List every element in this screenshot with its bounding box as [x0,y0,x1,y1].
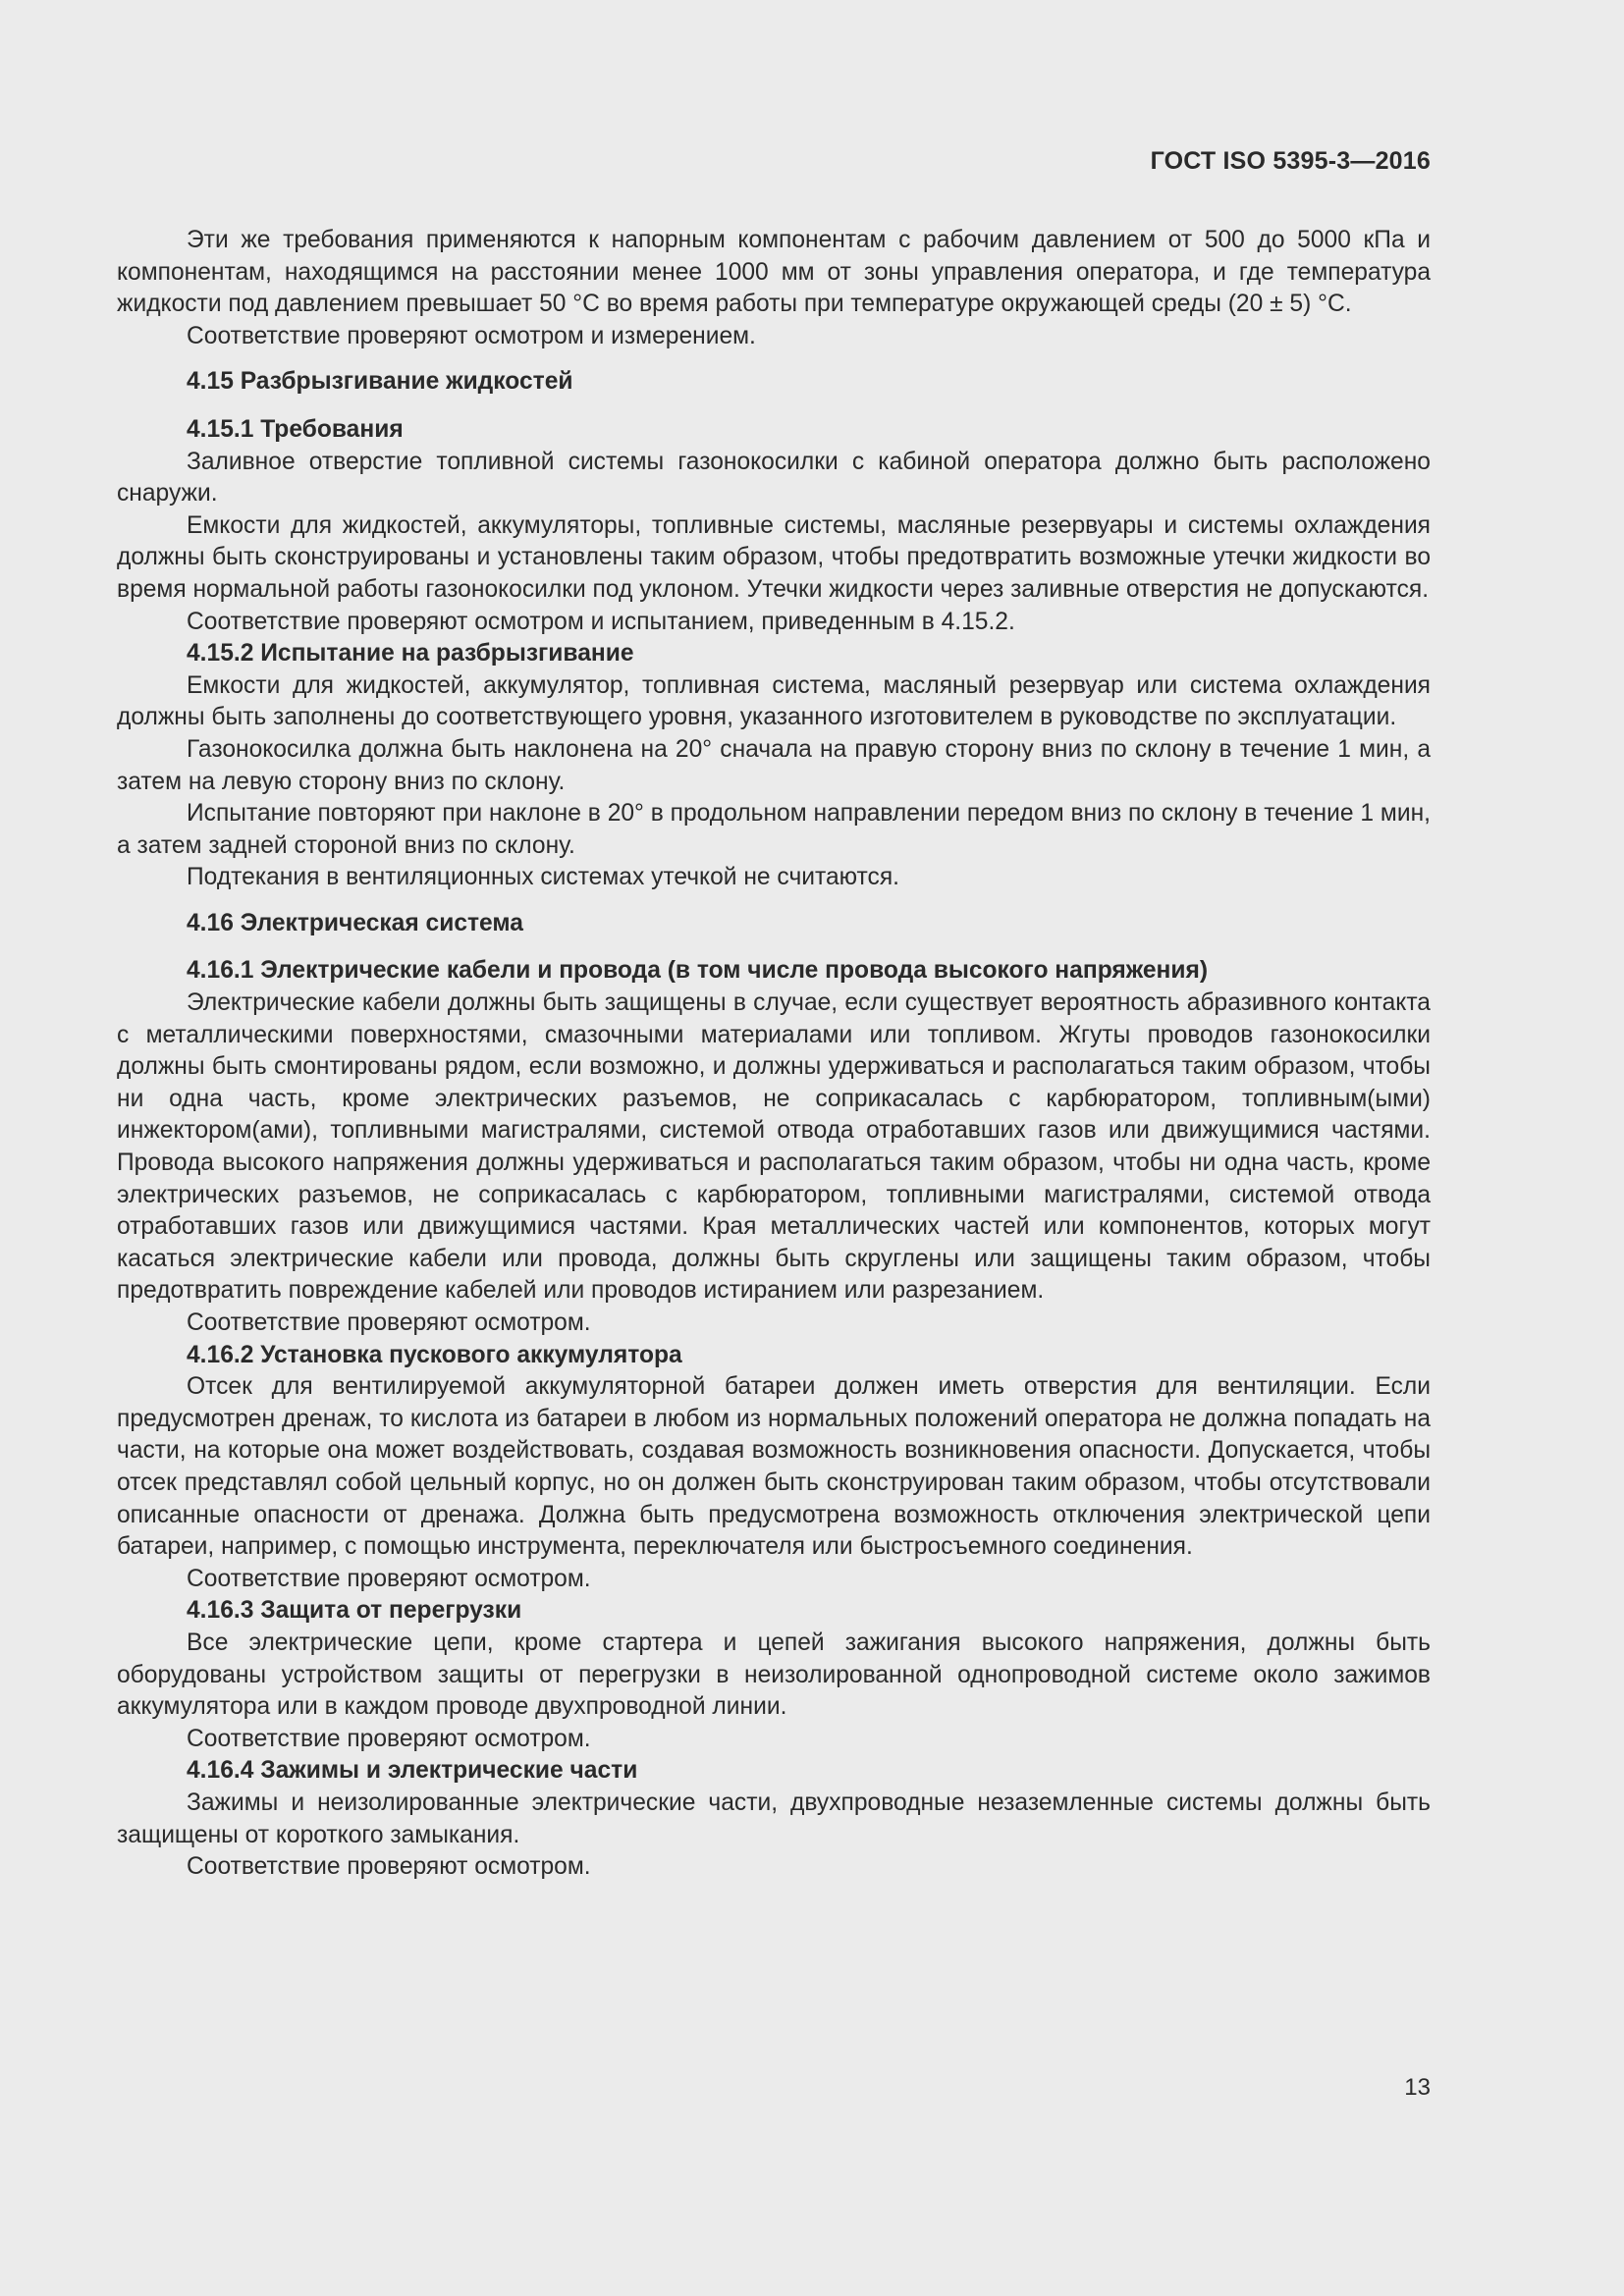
paragraph: Соответствие проверяют осмотром и измерением. [187,322,756,349]
paragraph: Отсек для вентилируемой аккумуляторной батареи должен иметь отверстия для вентиляции. Если предусмотрен дренаж, то кислота из батареи в любом из нормальных положений оператора не должна попадать на части, на которые она может воздействовать, создавая возможность возникновения опасности. Допускается, чтобы отсек представлял собой цельный корпус, но он должен быть сконструирован таким образом, чтобы отсутствовали описанные опасности от дренажа. Должна быть предусмотрена возможность отключения электрической цепи батареи, например, с помощью инструмента, переключателя или быстросъемного соединения. [117,1373,1431,1561]
subsection-heading: 4.16.1 Электрические кабели и провода (в том числе провода высокого напряжения) [187,957,1209,985]
paragraph: Подтекания в вентиляционных системах утечкой не считаются. [187,864,899,891]
subsection-heading: 4.16.2 Установка пускового аккумулятора [187,1341,682,1368]
paragraph: Все электрические цепи, кроме стартера и цепей зажигания высокого напряжения, должны быть оборудованы устройством защиты от перегрузки в неизолированной однопроводной системе около зажимов аккумулятора или в каждом проводе двухпроводной линии. [117,1629,1431,1721]
document-header: ГОСТ ISO 5395-3—2016 [1150,147,1431,175]
paragraph: Заливное отверстие топливной системы газонокосилки с кабиной оператора должно быть расположено снаружи. [117,448,1431,507]
paragraph: Газонокосилка должна быть наклонена на 20° сначала на правую сторону вниз по склону в течение 1 мин, а затем на левую сторону вниз по склону. [117,735,1431,795]
subsection-heading: 4.15.2 Испытание на разбрызгивание [187,640,634,667]
subsection-heading: 4.16.4 Зажимы и электрические части [187,1757,638,1785]
page-number: 13 [1404,2074,1431,2101]
subsection-heading: 4.15.1 Требования [187,415,404,443]
paragraph: Электрические кабели должны быть защищены в случае, если существует вероятность абразивного контакта с металлическими поверхностями, смазочными материалами или топливом. Жгуты проводов газонокосилки должны быть смонтированы рядом, если возможно, и должны удерживаться и располагаться таким образом, чтобы ни одна часть, кроме электрических разъемов, не соприкасалась с карбюратором, топливным(ыми) инжектором(ами), топливными магистралями, системой отвода отработавших газов или движущимися частями. Провода высокого напряжения должны удерживаться и располагаться таким образом, чтобы ни одна часть, кроме электрических разъемов, не соприкасалась с карбюратором, топливными магистралями, системой отвода отработавших газов или движущимися частями. Края металлических частей или компонентов, которых могут касаться электрические кабели или провода, должны быть скруглены или защищены таким образом, чтобы предотвратить повреждение кабелей или проводов истиранием или разрезанием. [117,989,1431,1305]
paragraph: Емкости для жидкостей, аккумулятор, топливная система, масляный резервуар или система охлаждения должны быть заполнены до соответствующего уровня, указанного изготовителем в руководстве по эксплуатации. [117,671,1431,731]
paragraph: Соответствие проверяют осмотром. [187,1853,591,1881]
paragraph: Соответствие проверяют осмотром и испытанием, приведенным в 4.15.2. [187,608,1015,635]
paragraph: Испытание повторяют при наклоне в 20° в продольном направлении передом вниз по склону в течение 1 мин, а затем задней стороной вниз по склону. [117,800,1431,859]
subsection-heading: 4.16.3 Защита от перегрузки [187,1597,522,1625]
paragraph: Эти же требования применяются к напорным компонентам с рабочим давлением от 500 до 5000 кПа и компонентам, находящимся на расстоянии менее 1000 мм от зоны управления оператора, и где температура жидкости под давлением превышает 50 °С во время работы при температуре окружающей среды (20 ± 5) °С. [117,227,1431,318]
section-heading: 4.16 Электрическая система [187,909,523,936]
paragraph: Соответствие проверяют осмотром. [187,1309,591,1336]
paragraph: Соответствие проверяют осмотром. [187,1565,591,1592]
paragraph: Соответствие проверяют осмотром. [187,1725,591,1752]
paragraph: Емкости для жидкостей, аккумуляторы, топливные системы, масляные резервуары и системы охлаждения должны быть сконструированы и установлены таким образом, чтобы предотвратить возможные утечки жидкости во время нормальной работы газонокосилки под уклоном. Утечки жидкости через заливные отверстия не допускаются. [117,511,1431,603]
section-heading: 4.15 Разбрызгивание жидкостей [187,368,573,396]
paragraph: Зажимы и неизолированные электрические части, двухпроводные незаземленные системы должны быть защищены от короткого замыкания. [117,1789,1431,1848]
document-body [117,225,1431,1884]
